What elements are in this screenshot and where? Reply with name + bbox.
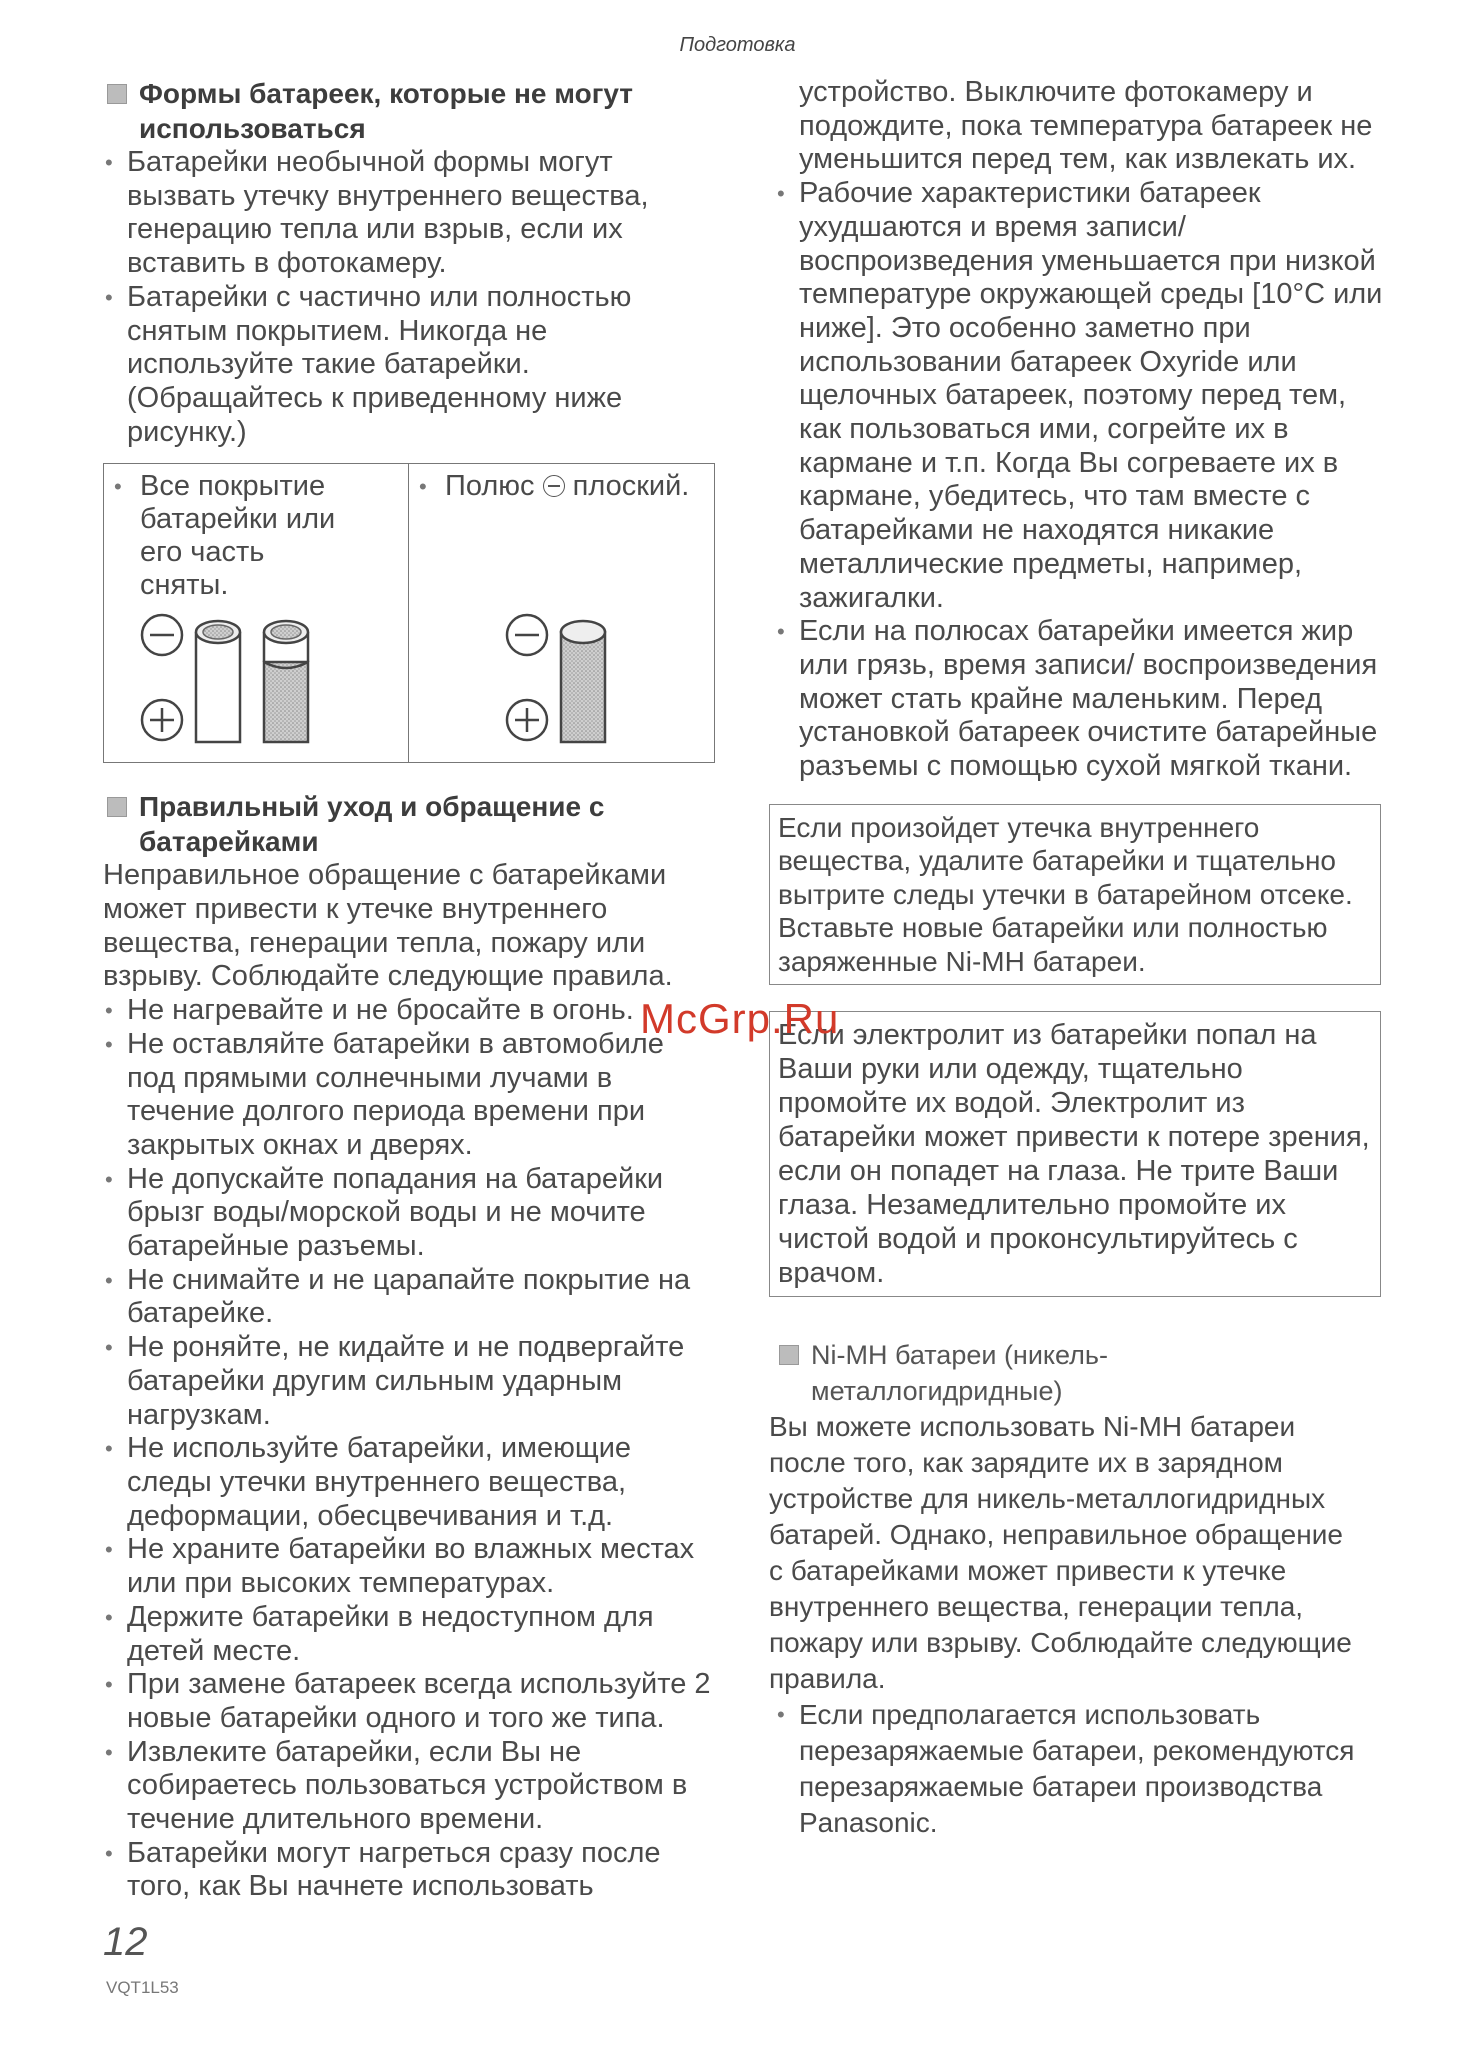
list-item: • Батарейки могут нагреться сразу после того, как Вы начнете использовать xyxy=(103,1837,718,1904)
list-item: • Если на полюсах батарейки имеется жир или грязь, время записи/ воспроизведения может стать крайне маленьким. Перед установкой батареек очистите батарейные разъемы с помощью сухой мягкой ткани. xyxy=(775,615,1385,784)
battery-coating-removed-illustration xyxy=(104,602,409,762)
page-number: 12 xyxy=(103,1920,148,1964)
battery-figure xyxy=(103,463,715,763)
section-square-icon xyxy=(107,84,127,104)
note-box-leakage: Если произойдет утечка внутреннего вещества, удалите батарейки и тщательно вытрите следы утечки в батарейном отсеке. Вставьте новые батарейки или полностью заряженные Ni-MH батареи. xyxy=(769,804,1381,986)
list-item: • Не храните батарейки во влажных местах или при высоких температурах. xyxy=(103,1533,718,1600)
section-title-text: Правильный уход и обращение с батарейками xyxy=(139,791,605,858)
continuation-text: устройство. Выключите фотокамеру и подождите, пока температура батареек не уменьшится перед тем, как извлекать их. xyxy=(799,76,1373,176)
left-column xyxy=(103,76,718,1904)
list-item: • Батарейки необычной формы могут вызвать утечку внутреннего вещества, генерацию тепла или взрыв, если их вставить в фотокамеру. xyxy=(103,146,718,281)
list-item: • Не используйте батарейки, имеющие следы утечки внутреннего вещества, деформации, обесцвечивания и т.д. xyxy=(103,1432,718,1533)
note-box-electrolyte: Если электролит из батарейки попал на Ваши руки или одежду, тщательно промойте их водой. Электролит из батарейки может привести к потере зрения, если он попадет на глаза. Не трите Ваши глаза. Незамедлительно промойте их чистой водой и проконсультируйтесь с врачом. xyxy=(769,1011,1381,1297)
section-square-icon xyxy=(107,797,127,817)
document-code: VQT1L53 xyxy=(106,1978,179,1997)
section-title-text: Формы батареек, которые не могут использоваться xyxy=(139,78,633,144)
section-title-text: Ni-MH батареи (никель-металлогидридные) xyxy=(811,1340,1108,1407)
figure-cell-coating-removed xyxy=(104,464,409,762)
list-item: • Не роняйте, не кидайте и не подвергайте батарейки другим сильным ударным нагрузкам. xyxy=(103,1331,718,1432)
list-item: • При замене батареек всегда используйте 2 новые батарейки одного и того же типа. xyxy=(103,1668,718,1735)
bare-battery-icon xyxy=(196,621,240,742)
battery-flat-terminal-illustration xyxy=(409,602,714,762)
section-square-icon xyxy=(779,1345,799,1365)
section-title-battery-shapes xyxy=(103,76,718,146)
section-intro: Вы можете использовать Ni-MH батареи после того, как зарядите их в зарядном устройстве для никель-металлогидридных батарей. Однако, неправильное обращение с батарейками может привести к утечке внутреннего вещества, генерации тепла, пожару или взрыву. Соблюдайте следующие правила. xyxy=(769,1411,1352,1695)
minus-circle-icon xyxy=(543,475,565,497)
section-title-nimh xyxy=(775,1337,1385,1409)
list-item: • Держите батарейки в недоступном для детей месте. xyxy=(103,1601,718,1668)
figure-cell-flat-terminal xyxy=(409,464,714,762)
watermark: McGrp.Ru xyxy=(640,995,840,1042)
list-item: • Если предполагается использовать перезаряжаемые батареи, рекомендуются перезаряжаемые батареи производства Panasonic. xyxy=(775,1697,1385,1841)
figure-caption-flat-minus: • Полюс плоский. xyxy=(417,470,714,503)
figure-caption: • Все покрытие батарейки или его часть сняты. xyxy=(112,470,360,602)
list-item: • Не допускайте попадания на батарейки брызг воды/морской воды и не мочите батарейные разъемы. xyxy=(103,1163,718,1264)
page-header: Подготовка xyxy=(679,34,796,56)
list-item: • Не снимайте и не царапайте покрытие на батарейке. xyxy=(103,1264,718,1331)
list-item: • Батарейки с частично или полностью снятым покрытием. Никогда не используйте такие батарейки. (Обращайтесь к приведенному ниже рисунку.) xyxy=(103,281,718,450)
right-column xyxy=(769,76,1385,1841)
list-item: • Рабочие характеристики батареек ухудшаются и время записи/ воспроизведения уменьшается при низкой температуре окружающей среды [10°C или ниже]. Это особенно заметно при использовании батареек Oxyride или щелочных батареек, поэтому перед тем, как пользоваться ими, согрейте их в кармане и т.п. Когда Вы согреваете их в кармане, убедитесь, что там вместе с батарейками не находятся никакие металлические предметы, например, зажигалки. xyxy=(775,177,1385,615)
partial-coating-battery-icon xyxy=(264,621,308,742)
section-intro: Неправильное обращение с батарейками может привести к утечке внутреннего вещества, генерации тепла, пожару или взрыву. Соблюдайте следующие правила. xyxy=(103,859,673,993)
section-title-battery-care xyxy=(103,789,718,859)
list-item: • Не нагревайте и не бросайте в огонь. xyxy=(103,994,718,1028)
list-item: • Не оставляйте батарейки в автомобиле под прямыми солнечными лучами в течение долгого периода времени при закрытых окнах и дверях. xyxy=(103,1028,718,1163)
list-item: • Извлеките батарейки, если Вы не собираетесь пользоваться устройством в течение длительного времени. xyxy=(103,1736,718,1837)
flat-battery-icon xyxy=(561,621,605,742)
